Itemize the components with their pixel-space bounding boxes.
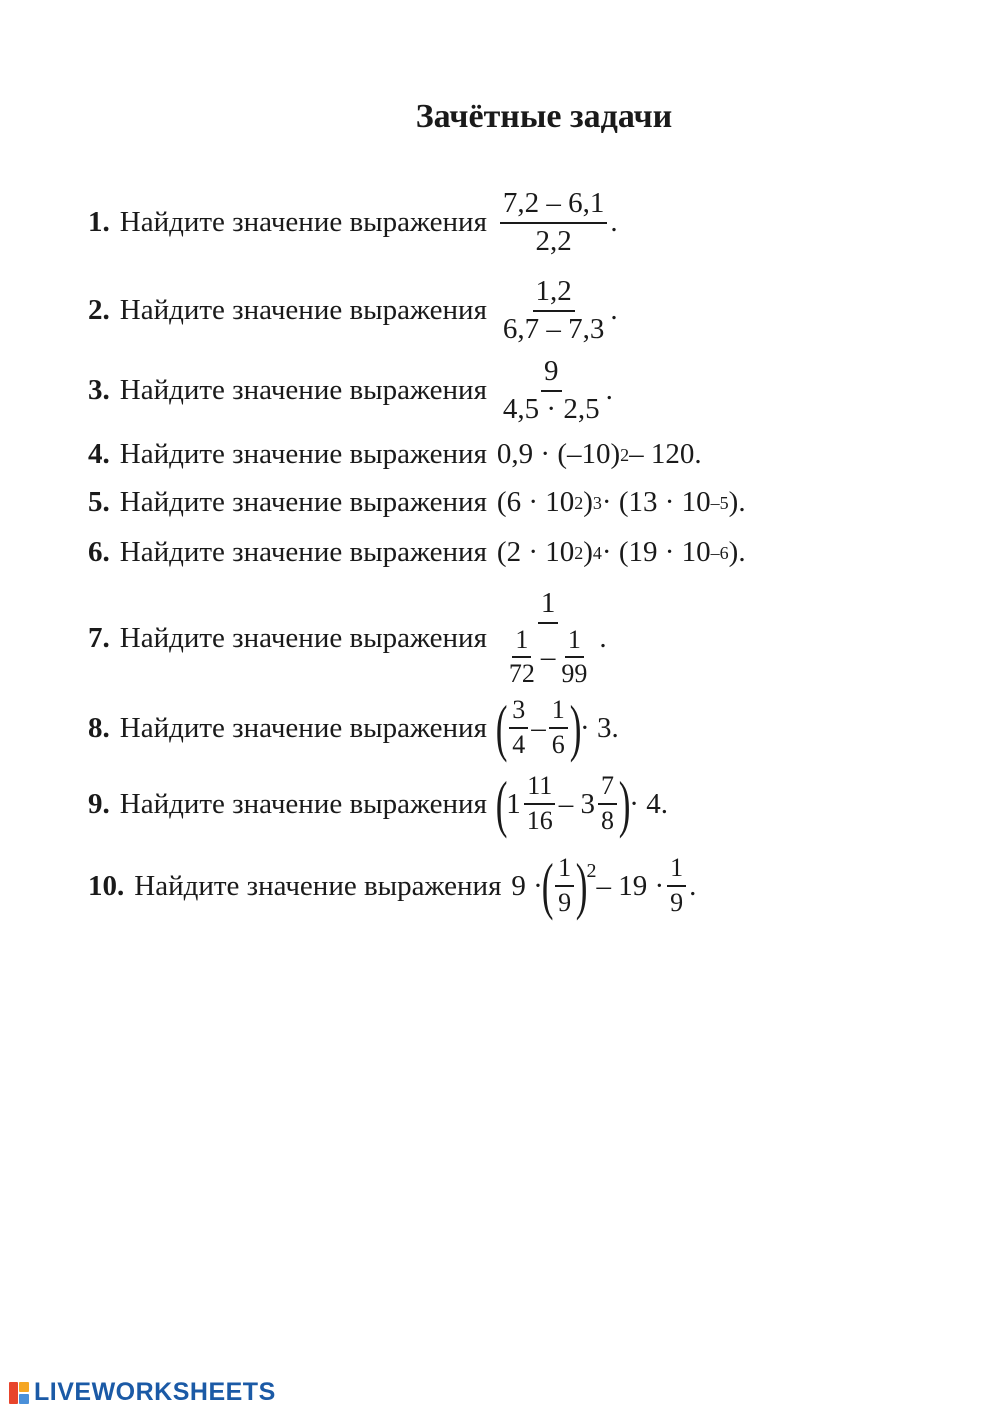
numerator [565,626,584,659]
expr-text: 11 [527,771,553,801]
task-number: 10. [88,869,125,902]
task-expression [495,768,668,839]
task-number: 3. [88,374,110,407]
expr-text: – 120 [629,438,695,470]
expr-text: – 19 · [596,869,665,902]
expr-text: 1 [558,853,572,883]
expr-text: ) [728,536,739,568]
numerator [509,696,528,729]
expr-text: ) [583,486,593,518]
task-prompt: Найдите значение выражения [119,206,487,239]
task-expression [495,692,619,763]
task-number: 1. [88,206,110,239]
expr-end: . [610,294,618,327]
task-number: 4. [88,438,110,470]
numerator [538,588,559,624]
bracket: ) [569,692,582,763]
fraction [524,772,556,835]
task-expression [497,188,618,258]
fraction [506,626,538,689]
task-expression: (6 · 10 2 ) 3 · (13 · 10 –5 ) . [496,486,746,518]
expr-text: 4,5 · 2,5 [502,392,600,425]
expr-end: . [605,374,613,407]
numerator [541,356,562,392]
expr-end: . [738,536,746,568]
expr-text: – [540,640,556,673]
expr-text: (6 · 10 [496,486,575,518]
expr-text: 1 [515,624,529,654]
numerator [524,772,555,805]
expr-end: . [738,486,746,518]
expr-text: 1 [540,587,556,619]
denominator [500,312,608,346]
task-prompt: Найдите значение выражения [119,374,487,407]
exponent: 2 [586,860,597,882]
bracket: ) [575,850,588,921]
expr-text: 9 · [511,869,543,902]
task-number: 9. [88,787,110,820]
expr-text: 72 [508,659,535,689]
task-expression [497,588,607,689]
task-prompt: Найдите значение выражения [119,711,487,744]
task-expression: 0,9 · (–10) 2 – 120 . [496,438,702,470]
expr-text: 0,9 · (–10) [496,438,621,470]
denominator [533,224,575,258]
expr-text: 1,2 [535,275,572,307]
denominator [500,624,597,689]
denominator [509,729,528,760]
task-prompt: Найдите значение выражения [119,486,487,518]
expr-text: ) [583,536,593,568]
numerator [667,854,686,887]
task-number: 6. [88,536,110,568]
task-item [88,536,746,569]
expr-text: 9 [544,355,559,387]
expr-text: 3 [512,695,526,725]
numerator [533,276,575,312]
bracket: ( [541,850,554,921]
bracket: ( [495,768,508,839]
expr-text: 1 [567,624,581,654]
fraction [598,772,617,835]
task-prompt: Найдите значение выражения [119,536,487,568]
expr-text: 16 [526,806,553,835]
denominator [667,887,686,918]
task-item [88,438,702,471]
expr-text: 1 [506,787,521,820]
expr-text: ) [728,486,739,518]
denominator [549,729,568,760]
task-expression [497,356,613,426]
task-item [88,188,618,258]
expr-text: 6 [551,730,565,759]
expr-text: 9 [670,888,684,917]
task-prompt: Найдите значение выражения [134,869,502,902]
task-prompt: Найдите значение выражения [119,787,487,820]
expr-text: 2,2 [535,224,572,257]
bracket: ( [495,692,508,763]
task-item [88,850,697,921]
expr-text: 99 [561,659,588,689]
numerator [500,188,608,224]
denominator [555,887,574,918]
numerator [598,772,617,805]
task-expression [511,850,697,921]
task-item [88,276,618,346]
fraction [549,696,568,759]
expr-text: – 3 [558,787,595,820]
expr-text: · (19 · 10 [601,536,711,568]
expr-text: 7,2 – 6,1 [502,187,605,219]
task-number: 8. [88,711,110,744]
expr-text: 4 [512,730,526,759]
numerator [549,696,568,729]
task-prompt: Найдите значение выражения [119,294,487,327]
fraction [500,276,608,346]
denominator [524,805,556,836]
fraction [558,626,590,689]
expr-end: . [611,711,619,744]
task-item [88,486,746,519]
numerator [555,854,574,887]
expr-text: 6,7 – 7,3 [502,312,605,345]
expr-end: . [689,869,697,902]
expr-end: . [694,438,702,470]
brand-name: LIVEWORKSHEETS [34,1378,276,1406]
task-prompt: Найдите значение выражения [119,438,487,470]
footer-brand[interactable] [8,1378,276,1407]
fraction [500,588,597,689]
denominator [506,658,538,689]
fraction [500,356,603,426]
task-expression [497,276,618,346]
task-item [88,588,607,689]
task-item [88,768,668,839]
expr-text: 7 [600,771,614,801]
expr-text: – [531,711,546,744]
fraction [667,854,686,917]
liveworksheets-logo-icon [8,1380,30,1406]
expr-text: 9 [558,888,572,917]
expr-end: . [610,206,618,239]
numerator [512,626,531,659]
denominator [598,805,617,836]
task-number: 2. [88,294,110,327]
page-title: Зачётные задачи [415,98,673,135]
expr-text: 1 [551,695,565,725]
task-number: 7. [88,622,110,655]
task-expression: (2 · 10 2 ) 4 · (19 · 10 –6 ) . [496,536,746,568]
expr-text: 1 [670,853,684,883]
task-item [88,692,619,763]
expr-text: · 4 [629,787,661,820]
fraction [555,854,574,917]
bracket: ) [618,768,631,839]
task-item [88,356,613,426]
denominator [558,658,590,689]
expr-end: . [660,787,668,820]
fraction [500,188,608,258]
expr-text: (2 · 10 [496,536,575,568]
expr-end: . [599,622,607,655]
expr-text: 8 [600,806,614,835]
denominator [500,392,603,426]
task-prompt: Найдите значение выражения [119,622,487,655]
fraction [509,696,528,759]
expr-text: · (13 · 10 [601,486,711,518]
task-number: 5. [88,486,110,518]
expr-text: · 3 [580,711,612,744]
